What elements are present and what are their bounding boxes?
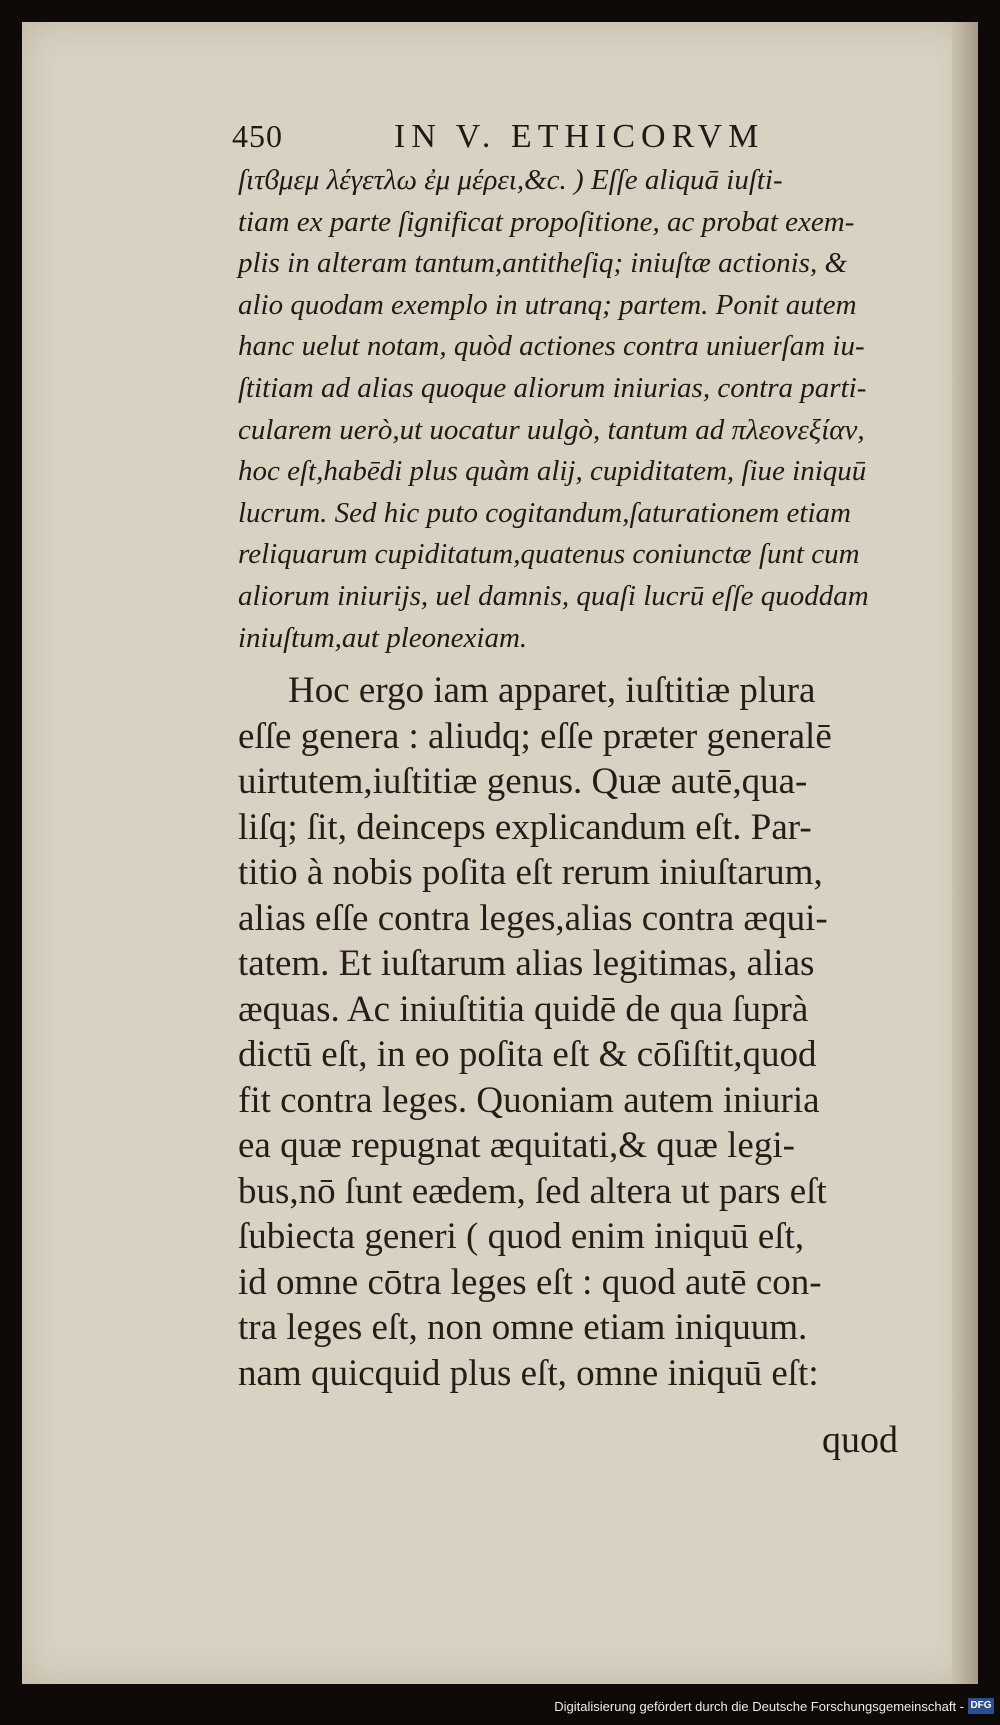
text-line: eſſe genera : aliudq; eſſe præter generalē <box>238 715 832 757</box>
text-line: dictū eſt, in eo poſita eſt & cōſiſtit,quod <box>238 1034 817 1075</box>
commentary-line: cularem uerò,ut uocatur uulgò, tantum ad πλεονεξίαν, <box>238 413 865 446</box>
commentary-line: plis in alteram tantum,antitheſiq; iniuſtæ actionis, & <box>238 247 847 280</box>
commentary-line: ſιτϐμεμ λέγετλω ἐμ μέρει,&c. ) Eſſe aliquā iuſti- <box>238 164 783 196</box>
digitization-footer <box>0 1696 1000 1718</box>
commentary-line: lucrum. Sed hic puto cogitandum,ſaturationem etiam <box>238 496 851 529</box>
text-line: fit contra leges. Quoniam autem iniuria <box>238 1079 820 1121</box>
text-line: alias eſſe contra leges,alias contra æqui- <box>238 897 828 939</box>
text-line: uirtutem,iuſtitiæ genus. Quæ autē,qua- <box>238 761 808 802</box>
text-line: tatem. Et iuſtarum alias legitimas, alias <box>238 943 815 984</box>
running-title: IN V. ETHICORVM <box>394 118 765 155</box>
commentary-block <box>238 160 930 659</box>
main-text-block <box>238 668 930 1396</box>
page-edge <box>952 22 978 1684</box>
commentary-line: reliquarum cupiditatum,quatenus coniunctæ ſunt cum <box>238 538 860 571</box>
catchword: quod <box>822 1419 898 1461</box>
text-line: æquas. Ac iniuſtitia quidē de qua ſuprà <box>238 988 809 1030</box>
funding-credit: Digitalisierung gefördert durch die Deutsche Forschungsgemeinschaft - <box>554 1699 964 1714</box>
commentary-line: aliorum iniurijs, uel damnis, quaſi lucrū eſſe quoddam <box>238 579 869 612</box>
commentary-line: ſtitiam ad alias quoque aliorum iniurias, contra parti- <box>238 371 867 404</box>
commentary-line: hanc uelut notam, quòd actiones contra uniuerſam iu- <box>238 330 865 363</box>
text-line: tra leges eſt, non omne etiam iniquum. <box>238 1307 808 1348</box>
text-line: Hoc ergo iam apparet, iuſtitiæ plura <box>288 670 816 711</box>
text-line: ſubiecta generi ( quod enim iniquū eſt, <box>238 1216 805 1257</box>
text-line: liſq; ſit, deinceps explicandum eſt. Par- <box>238 806 812 848</box>
commentary-line: alio quodam exemplo in utranq; partem. Ponit autem <box>238 288 857 321</box>
commentary-line: hoc eſt,habēdi plus quàm alij, cupiditatem, ſiue iniquū <box>238 455 867 488</box>
text-line: bus,nō ſunt eædem, ſed altera ut pars eſt <box>238 1170 827 1212</box>
dfg-logo: DFG <box>968 1698 994 1714</box>
page-number: 450 <box>232 118 283 154</box>
commentary-line: tiam ex parte ſignificat propoſitione, ac probat exem- <box>238 205 855 238</box>
text-line: id omne cōtra leges eſt : quod autē con- <box>238 1261 822 1303</box>
text-line: nam quicquid plus eſt, omne iniquū eſt: <box>238 1352 819 1394</box>
text-line: ea quæ repugnat æquitati,& quæ legi- <box>238 1125 795 1166</box>
text-line: titio à nobis poſita eſt rerum iniuſtarum, <box>238 852 823 893</box>
page-header <box>232 118 844 158</box>
commentary-line: iniuſtum,aut pleonexiam. <box>238 621 528 654</box>
